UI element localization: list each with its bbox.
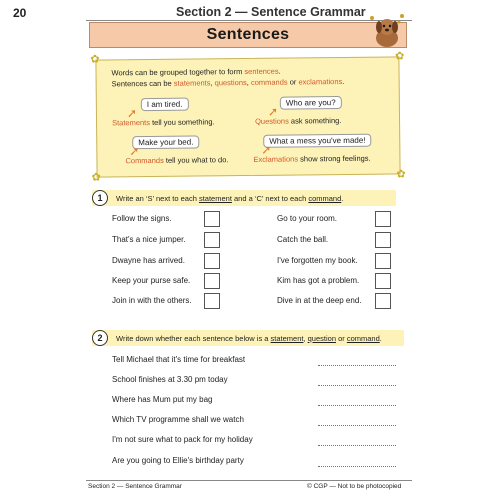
- exercise-item: I'm not sure what to pack for my holiday: [112, 435, 253, 444]
- speech-bubble-exclamation: What a mess you've made!: [263, 134, 371, 148]
- answer-box[interactable]: [204, 232, 220, 248]
- answer-box[interactable]: [204, 211, 220, 227]
- flower-icon: ✿: [396, 168, 406, 181]
- info-box: [90, 50, 406, 184]
- caption-statements: Statements tell you something.: [112, 117, 215, 128]
- caption-commands: Commands tell you what to do.: [125, 155, 229, 166]
- flower-icon: ✿: [91, 171, 101, 184]
- answer-line[interactable]: [318, 466, 396, 467]
- arrow-icon: ➚: [126, 106, 138, 121]
- exercise-item: Keep your purse safe.: [112, 276, 191, 285]
- answer-line[interactable]: [318, 385, 396, 386]
- exercise-item: Dive in at the deep end.: [277, 296, 362, 305]
- exercise-item: I've forgotten my book.: [277, 256, 358, 265]
- arrow-icon: ➚: [129, 144, 140, 159]
- footer-rule: [86, 480, 412, 481]
- question-2-header: [92, 330, 404, 346]
- exercise-item: Where has Mum put my bag: [112, 395, 213, 404]
- exercise-item: That's a nice jumper.: [112, 235, 186, 244]
- intro-line-1: Words can be grouped together to form sentences.: [111, 66, 281, 78]
- intro-line-2: Sentences can be statements, questions, commands or exclamations.: [111, 76, 345, 89]
- question-1-header: [92, 190, 396, 206]
- exercise-item: Are you going to Ellie's birthday party: [112, 456, 244, 465]
- answer-line[interactable]: [318, 445, 396, 446]
- answer-box[interactable]: [375, 232, 391, 248]
- answer-box[interactable]: [204, 253, 220, 269]
- header-rule: [86, 20, 412, 21]
- flower-icon: ✿: [395, 50, 405, 63]
- footer-section: Section 2 — Sentence Grammar: [88, 483, 182, 490]
- answer-box[interactable]: [375, 253, 391, 269]
- page-number: 20: [13, 6, 27, 20]
- exercise-item: Go to your room.: [277, 214, 338, 223]
- answer-line[interactable]: [318, 405, 396, 406]
- answer-box[interactable]: [375, 293, 391, 309]
- question-1-instruction: Write an ‘S’ next to each statement and a ‘C’ next to each command.: [116, 193, 344, 203]
- question-number: 1: [92, 190, 108, 206]
- question-2-instruction: Write down whether each sentence below is a statement, question or command.: [116, 333, 382, 343]
- arrow-icon: ➚: [261, 142, 272, 157]
- exercise-item: Which TV programme shall we watch: [112, 415, 244, 424]
- page-title: Sentences: [206, 26, 290, 43]
- caption-exclamations: Exclamations show strong feelings.: [253, 153, 371, 164]
- question-number: 2: [92, 330, 108, 346]
- speech-bubble-command: Make your bed.: [132, 136, 199, 150]
- answer-line[interactable]: [318, 425, 396, 426]
- answer-box[interactable]: [204, 293, 220, 309]
- exercise-item: Catch the ball.: [277, 235, 329, 244]
- exercise-item: Join in with the others.: [112, 296, 192, 305]
- speech-bubble-question: Who are you?: [280, 96, 342, 110]
- caption-questions: Questions ask something.: [254, 116, 342, 126]
- answer-box[interactable]: [204, 273, 220, 289]
- section-title: Section 2 — Sentence Grammar: [176, 5, 366, 19]
- flower-icon: ✿: [90, 53, 100, 66]
- exercise-item: Dwayne has arrived.: [112, 256, 185, 265]
- exercise-item: Tell Michael that it's time for breakfast: [112, 355, 246, 364]
- dog-mascot-icon: [366, 10, 406, 50]
- answer-box[interactable]: [375, 273, 391, 289]
- exercise-item: Kim has got a problem.: [277, 276, 360, 285]
- speech-bubble-statement: I am tired.: [141, 98, 189, 111]
- answer-line[interactable]: [318, 365, 396, 366]
- exercise-item: School finishes at 3.30 pm today: [112, 375, 228, 384]
- exercise-item: Follow the signs.: [112, 214, 172, 223]
- title-banner: [89, 22, 407, 48]
- arrow-icon: ➚: [267, 104, 279, 119]
- answer-box[interactable]: [375, 211, 391, 227]
- footer-copyright: © CGP — Not to be photocopied: [307, 483, 402, 490]
